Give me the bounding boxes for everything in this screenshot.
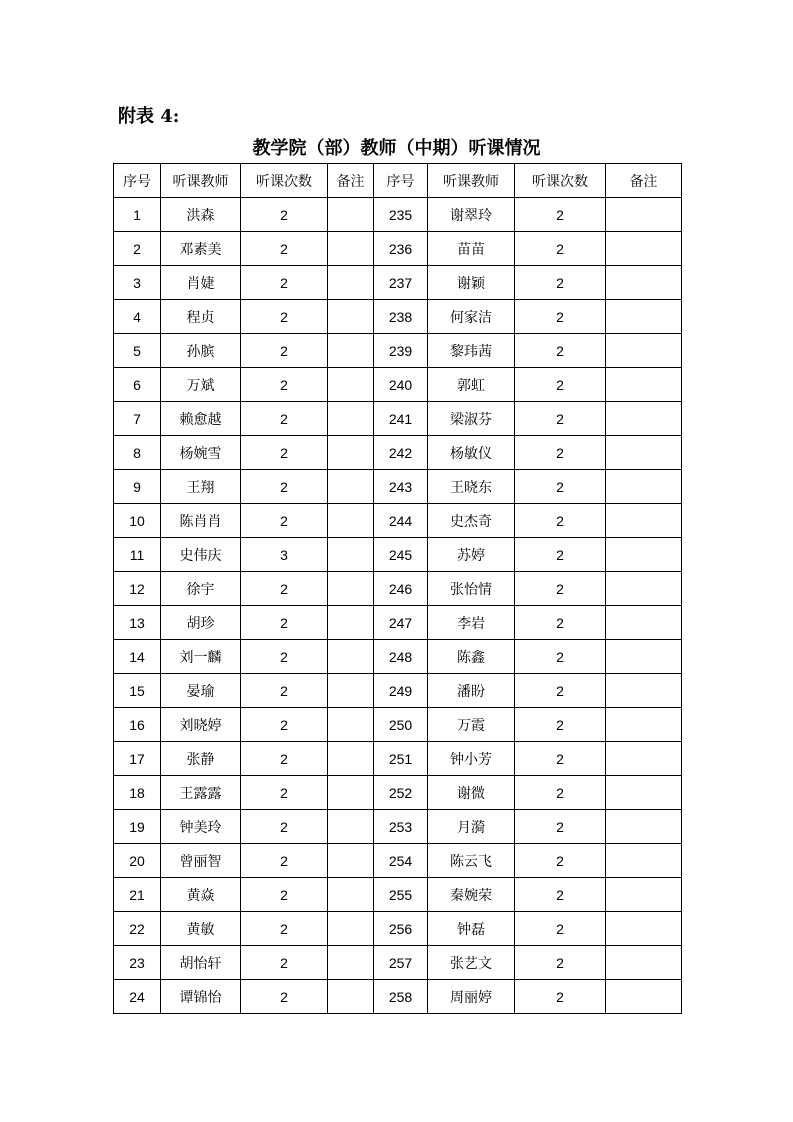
left-cell-note (328, 810, 374, 844)
right-cell-count: 2 (515, 776, 606, 810)
table-row (114, 300, 682, 334)
table-row (114, 334, 682, 368)
right-cell-note (606, 946, 682, 980)
right-cell-note (606, 232, 682, 266)
right-cell-note (606, 708, 682, 742)
right-cell-note (606, 640, 682, 674)
right-cell-teacher: 张艺文 (428, 946, 515, 980)
right-cell-count: 2 (515, 436, 606, 470)
right-cell-count: 2 (515, 708, 606, 742)
left-cell-teacher: 洪森 (161, 198, 241, 232)
appendix-label: 附表 4: (118, 106, 180, 127)
left-cell-note (328, 912, 374, 946)
right-cell-no: 246 (374, 572, 428, 606)
table-row (114, 912, 682, 946)
left-cell-count: 2 (241, 198, 328, 232)
right-cell-no: 245 (374, 538, 428, 572)
right-cell-no: 235 (374, 198, 428, 232)
table-row (114, 844, 682, 878)
right-cell-note (606, 980, 682, 1014)
right-cell-no: 258 (374, 980, 428, 1014)
left-cell-note (328, 946, 374, 980)
right-cell-count: 2 (515, 402, 606, 436)
table-row (114, 436, 682, 470)
left-cell-no: 16 (114, 708, 161, 742)
left-cell-note (328, 538, 374, 572)
left-cell-note (328, 980, 374, 1014)
right-cell-count: 2 (515, 810, 606, 844)
right-cell-no: 242 (374, 436, 428, 470)
table-row (114, 368, 682, 402)
table-body (114, 198, 682, 1014)
right-cell-count: 2 (515, 266, 606, 300)
table-row (114, 402, 682, 436)
right-cell-no: 250 (374, 708, 428, 742)
right-cell-note (606, 402, 682, 436)
left-cell-teacher: 刘晓婷 (161, 708, 241, 742)
table-row (114, 640, 682, 674)
right-cell-teacher: 万霞 (428, 708, 515, 742)
right-cell-note (606, 878, 682, 912)
left-cell-note (328, 402, 374, 436)
left-cell-note (328, 198, 374, 232)
left-cell-note (328, 300, 374, 334)
left-cell-note (328, 844, 374, 878)
left-cell-no: 3 (114, 266, 161, 300)
left-cell-no: 13 (114, 606, 161, 640)
left-cell-count: 2 (241, 980, 328, 1014)
right-cell-teacher: 钟小芳 (428, 742, 515, 776)
left-cell-teacher: 孙膑 (161, 334, 241, 368)
left-cell-no: 2 (114, 232, 161, 266)
left-cell-count: 2 (241, 334, 328, 368)
left-cell-count: 2 (241, 232, 328, 266)
left-cell-count: 2 (241, 640, 328, 674)
right-cell-teacher: 谢微 (428, 776, 515, 810)
right-cell-count: 2 (515, 878, 606, 912)
left-cell-note (328, 232, 374, 266)
left-cell-teacher: 肖婕 (161, 266, 241, 300)
left-cell-no: 10 (114, 504, 161, 538)
left-cell-count: 2 (241, 436, 328, 470)
header-cell-teacher: 听课教师 (428, 164, 515, 198)
table-row (114, 708, 682, 742)
right-cell-count: 2 (515, 606, 606, 640)
right-cell-count: 2 (515, 572, 606, 606)
left-cell-no: 5 (114, 334, 161, 368)
left-cell-teacher: 胡珍 (161, 606, 241, 640)
right-cell-teacher: 月漪 (428, 810, 515, 844)
right-cell-note (606, 572, 682, 606)
left-cell-teacher: 张静 (161, 742, 241, 776)
right-cell-teacher: 苏婷 (428, 538, 515, 572)
header-cell-note: 备注 (328, 164, 374, 198)
table-row (114, 504, 682, 538)
left-cell-no: 18 (114, 776, 161, 810)
header-cell-no: 序号 (374, 164, 428, 198)
right-cell-count: 2 (515, 912, 606, 946)
left-cell-count: 2 (241, 844, 328, 878)
right-cell-count: 2 (515, 640, 606, 674)
left-cell-no: 7 (114, 402, 161, 436)
left-cell-teacher: 万斌 (161, 368, 241, 402)
left-cell-note (328, 436, 374, 470)
right-cell-teacher: 周丽婷 (428, 980, 515, 1014)
right-cell-no: 244 (374, 504, 428, 538)
left-cell-teacher: 史伟庆 (161, 538, 241, 572)
right-cell-no: 249 (374, 674, 428, 708)
right-cell-count: 2 (515, 980, 606, 1014)
right-cell-no: 257 (374, 946, 428, 980)
left-cell-note (328, 708, 374, 742)
teacher-lecture-table (113, 163, 682, 1014)
right-cell-note (606, 266, 682, 300)
header-cell-count: 听课次数 (241, 164, 328, 198)
table-row (114, 470, 682, 504)
table-row (114, 198, 682, 232)
left-cell-no: 15 (114, 674, 161, 708)
left-cell-note (328, 572, 374, 606)
left-cell-teacher: 曾丽智 (161, 844, 241, 878)
right-cell-count: 2 (515, 300, 606, 334)
right-cell-teacher: 潘盼 (428, 674, 515, 708)
table-row (114, 810, 682, 844)
right-cell-no: 238 (374, 300, 428, 334)
left-cell-no: 19 (114, 810, 161, 844)
right-cell-teacher: 陈鑫 (428, 640, 515, 674)
header-cell-note: 备注 (606, 164, 682, 198)
right-cell-no: 241 (374, 402, 428, 436)
left-cell-count: 2 (241, 368, 328, 402)
right-cell-no: 248 (374, 640, 428, 674)
right-cell-teacher: 谢翠玲 (428, 198, 515, 232)
left-cell-count: 2 (241, 742, 328, 776)
left-cell-teacher: 钟美玲 (161, 810, 241, 844)
left-cell-teacher: 邓素美 (161, 232, 241, 266)
right-cell-no: 243 (374, 470, 428, 504)
right-cell-note (606, 368, 682, 402)
right-cell-count: 2 (515, 504, 606, 538)
page-title: 教学院（部）教师（中期）听课情况 (252, 138, 541, 159)
right-cell-no: 247 (374, 606, 428, 640)
right-cell-count: 2 (515, 742, 606, 776)
left-cell-teacher: 王露露 (161, 776, 241, 810)
right-cell-no: 239 (374, 334, 428, 368)
left-cell-note (328, 878, 374, 912)
left-cell-count: 2 (241, 674, 328, 708)
table-row (114, 538, 682, 572)
left-cell-note (328, 742, 374, 776)
table-row (114, 232, 682, 266)
left-cell-count: 2 (241, 810, 328, 844)
table-row (114, 674, 682, 708)
left-cell-teacher: 徐宇 (161, 572, 241, 606)
left-cell-teacher: 黄敏 (161, 912, 241, 946)
left-cell-note (328, 266, 374, 300)
left-cell-teacher: 刘一麟 (161, 640, 241, 674)
left-cell-count: 2 (241, 708, 328, 742)
left-cell-count: 2 (241, 606, 328, 640)
left-cell-note (328, 368, 374, 402)
right-cell-teacher: 史杰奇 (428, 504, 515, 538)
header-cell-teacher: 听课教师 (161, 164, 241, 198)
left-cell-count: 3 (241, 538, 328, 572)
table-row (114, 946, 682, 980)
right-cell-teacher: 杨敏仪 (428, 436, 515, 470)
left-cell-count: 2 (241, 878, 328, 912)
right-cell-no: 237 (374, 266, 428, 300)
right-cell-note (606, 810, 682, 844)
right-cell-note (606, 198, 682, 232)
left-cell-no: 1 (114, 198, 161, 232)
left-cell-count: 2 (241, 266, 328, 300)
right-cell-count: 2 (515, 198, 606, 232)
left-cell-no: 17 (114, 742, 161, 776)
right-cell-no: 240 (374, 368, 428, 402)
left-cell-note (328, 776, 374, 810)
right-cell-no: 255 (374, 878, 428, 912)
right-cell-note (606, 504, 682, 538)
left-cell-no: 6 (114, 368, 161, 402)
right-cell-no: 254 (374, 844, 428, 878)
left-cell-count: 2 (241, 912, 328, 946)
header-cell-no: 序号 (114, 164, 161, 198)
table-row (114, 606, 682, 640)
left-cell-no: 21 (114, 878, 161, 912)
right-cell-note (606, 334, 682, 368)
left-cell-note (328, 334, 374, 368)
right-cell-note (606, 844, 682, 878)
left-cell-no: 8 (114, 436, 161, 470)
right-cell-count: 2 (515, 674, 606, 708)
right-cell-teacher: 梁淑芬 (428, 402, 515, 436)
right-cell-note (606, 742, 682, 776)
left-cell-no: 24 (114, 980, 161, 1014)
left-cell-no: 4 (114, 300, 161, 334)
left-cell-teacher: 谭锦怡 (161, 980, 241, 1014)
left-cell-note (328, 640, 374, 674)
right-cell-no: 236 (374, 232, 428, 266)
table-row (114, 266, 682, 300)
right-cell-teacher: 何家洁 (428, 300, 515, 334)
left-cell-count: 2 (241, 504, 328, 538)
left-cell-note (328, 674, 374, 708)
right-cell-note (606, 674, 682, 708)
right-cell-no: 256 (374, 912, 428, 946)
left-cell-teacher: 胡怡轩 (161, 946, 241, 980)
right-cell-no: 253 (374, 810, 428, 844)
left-cell-no: 23 (114, 946, 161, 980)
table-row (114, 980, 682, 1014)
left-cell-count: 2 (241, 946, 328, 980)
right-cell-count: 2 (515, 368, 606, 402)
left-cell-no: 20 (114, 844, 161, 878)
right-cell-note (606, 912, 682, 946)
right-cell-no: 252 (374, 776, 428, 810)
left-cell-count: 2 (241, 572, 328, 606)
right-cell-note (606, 606, 682, 640)
right-cell-count: 2 (515, 946, 606, 980)
right-cell-teacher: 钟磊 (428, 912, 515, 946)
right-cell-teacher: 谢颖 (428, 266, 515, 300)
table-row (114, 776, 682, 810)
left-cell-no: 11 (114, 538, 161, 572)
right-cell-teacher: 黎玮茜 (428, 334, 515, 368)
right-cell-no: 251 (374, 742, 428, 776)
right-cell-teacher: 苗苗 (428, 232, 515, 266)
right-cell-teacher: 陈云飞 (428, 844, 515, 878)
right-cell-note (606, 776, 682, 810)
left-cell-teacher: 程贞 (161, 300, 241, 334)
header-cell-count: 听课次数 (515, 164, 606, 198)
right-cell-teacher: 秦婉荣 (428, 878, 515, 912)
table-header-row (114, 164, 682, 198)
left-cell-teacher: 陈肖肖 (161, 504, 241, 538)
right-cell-count: 2 (515, 470, 606, 504)
left-cell-count: 2 (241, 300, 328, 334)
right-cell-count: 2 (515, 334, 606, 368)
left-cell-note (328, 504, 374, 538)
left-cell-count: 2 (241, 470, 328, 504)
right-cell-teacher: 李岩 (428, 606, 515, 640)
left-cell-teacher: 晏瑜 (161, 674, 241, 708)
left-cell-no: 12 (114, 572, 161, 606)
left-cell-no: 14 (114, 640, 161, 674)
left-cell-note (328, 606, 374, 640)
table-row (114, 742, 682, 776)
left-cell-note (328, 470, 374, 504)
left-cell-count: 2 (241, 402, 328, 436)
left-cell-count: 2 (241, 776, 328, 810)
left-cell-teacher: 赖愈越 (161, 402, 241, 436)
left-cell-no: 22 (114, 912, 161, 946)
right-cell-teacher: 张怡情 (428, 572, 515, 606)
right-cell-count: 2 (515, 538, 606, 572)
left-cell-teacher: 黄焱 (161, 878, 241, 912)
table-row (114, 878, 682, 912)
right-cell-teacher: 郭虹 (428, 368, 515, 402)
left-cell-teacher: 杨婉雪 (161, 436, 241, 470)
right-cell-note (606, 470, 682, 504)
right-cell-note (606, 538, 682, 572)
right-cell-count: 2 (515, 232, 606, 266)
right-cell-note (606, 300, 682, 334)
left-cell-teacher: 王翔 (161, 470, 241, 504)
right-cell-teacher: 王晓东 (428, 470, 515, 504)
right-cell-count: 2 (515, 844, 606, 878)
left-cell-no: 9 (114, 470, 161, 504)
right-cell-note (606, 436, 682, 470)
table-row (114, 572, 682, 606)
